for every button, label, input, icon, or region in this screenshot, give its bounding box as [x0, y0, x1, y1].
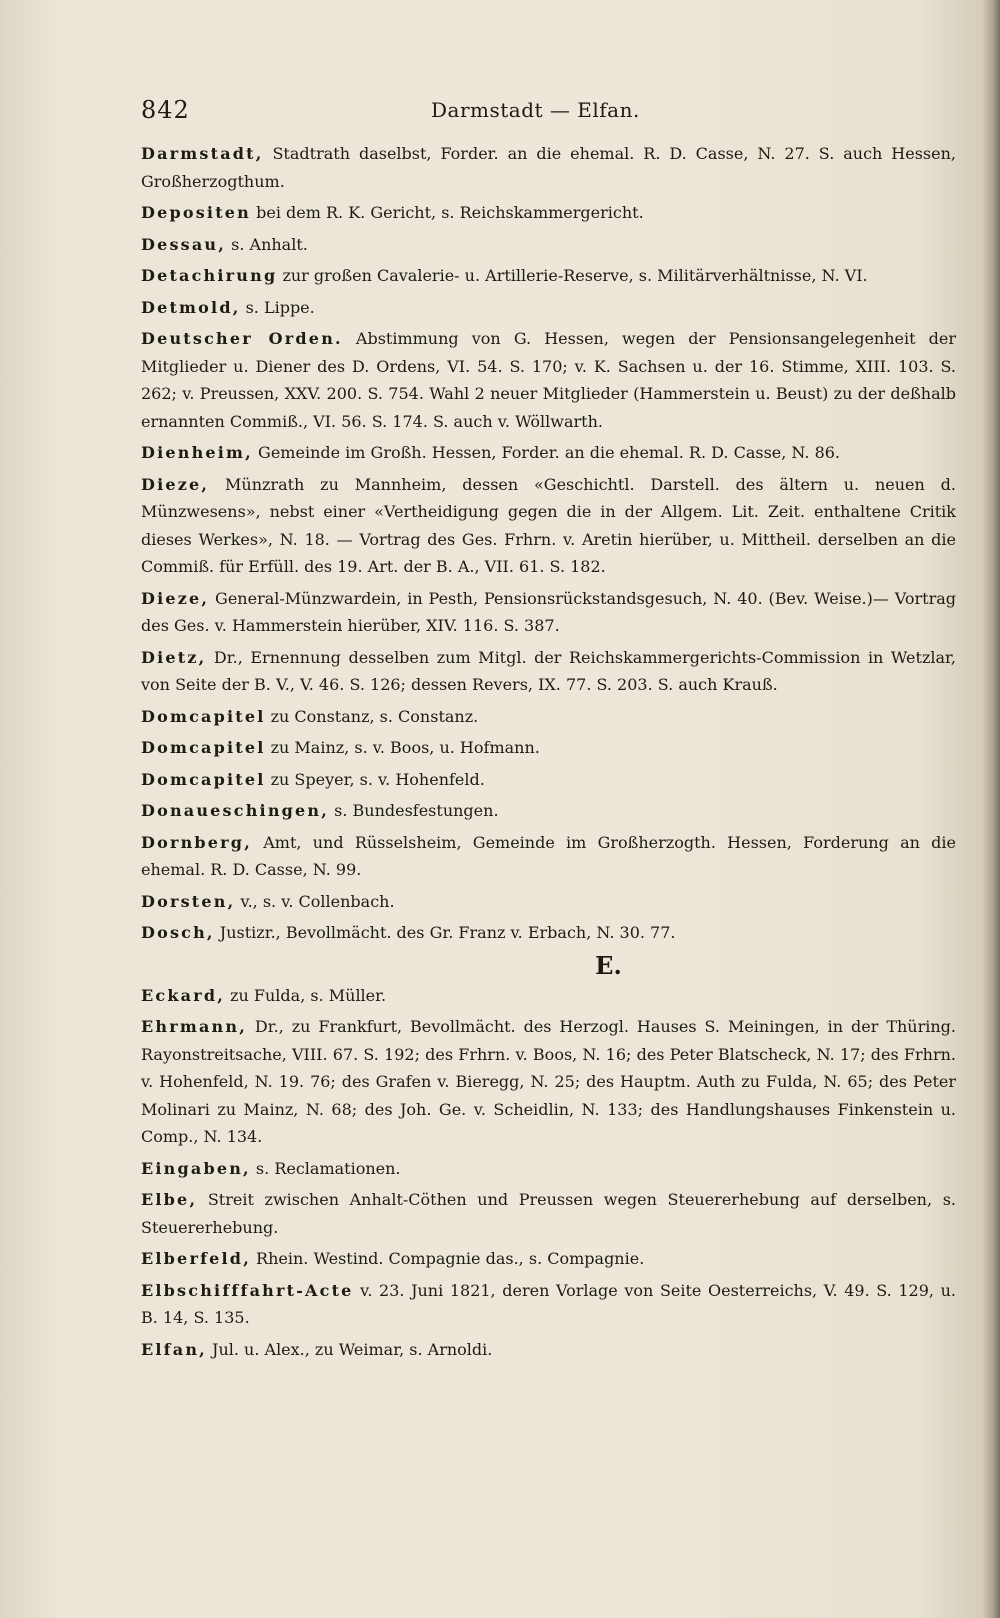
entry-heading: Dieze, — [141, 588, 210, 608]
page-header — [141, 92, 961, 132]
entry-heading: Dornberg, — [141, 832, 252, 852]
index-entry — [141, 1013, 956, 1151]
entry-heading: Elbe, — [141, 1190, 198, 1209]
entry-heading: Domcapitel — [141, 738, 266, 757]
entry-heading: Dessau, — [141, 234, 227, 254]
entry-heading: Detachirung — [141, 266, 278, 285]
index-entry — [141, 1186, 956, 1241]
entry-heading: Darmstadt, — [141, 144, 264, 163]
index-entry — [141, 829, 956, 884]
page-edge-shadow — [982, 0, 1000, 1618]
index-entry — [141, 199, 956, 227]
page-number: 842 — [141, 96, 190, 124]
entry-text: zur großen Cavalerie- u. Artillerie-Reserve, s. Militärverhältnisse, N. VI. — [277, 266, 868, 285]
entry-heading: Dietz, — [141, 647, 207, 667]
entry-heading: Domcapitel — [141, 706, 266, 726]
index-entry — [141, 1277, 956, 1332]
entry-heading: Elfan, — [141, 1339, 207, 1359]
entry-text: s. Reclamationen. — [250, 1158, 401, 1178]
index-entry — [141, 766, 956, 794]
entry-text: s. Lippe. — [240, 297, 315, 317]
entry-heading: Eingaben, — [141, 1158, 251, 1178]
entry-text: s. Anhalt. — [226, 234, 308, 254]
index-entry — [141, 797, 956, 825]
entry-text: bei dem R. K. Gericht, s. Reichskammergericht. — [251, 203, 644, 222]
index-entry — [141, 919, 956, 947]
index-entry — [141, 1155, 956, 1183]
entry-heading: Eckard, — [141, 985, 225, 1005]
index-entry — [141, 734, 956, 762]
index-entry — [141, 644, 956, 699]
entry-text: Justizr., Bevollmächt. des Gr. Franz v. Erbach, N. 30. 77. — [214, 923, 676, 942]
section-letter: E. — [595, 950, 622, 980]
entry-heading: Elbschifffahrt-Acte — [141, 1280, 354, 1300]
entry-text: s. Bundesfestungen. — [329, 801, 499, 820]
entry-heading: Deutscher Orden. — [141, 329, 343, 348]
entry-text: Rhein. Westind. Compagnie das., s. Compagnie. — [250, 1249, 645, 1268]
entry-heading: Domcapitel — [141, 769, 266, 789]
entry-text: Stadtrath daselbst, Forder. an die ehemal. R. D. Casse, N. 27. S. auch Hessen, Großherzogthum. — [141, 144, 956, 191]
entry-heading: Elberfeld, — [141, 1249, 251, 1268]
entry-text: Gemeinde im Großh. Hessen, Forder. an die ehemal. R. D. Casse, N. 86. — [252, 443, 841, 462]
entry-heading: Donaueschingen, — [141, 801, 330, 820]
index-entry — [141, 888, 956, 916]
index-entry — [141, 982, 956, 1010]
index-entry — [141, 703, 956, 731]
entry-text: v., s. v. Collenbach. — [235, 891, 395, 911]
entry-text: Dr., Ernennung desselben zum Mitgl. der Reichskammergerichts-Commission in Wetzlar, von Seite der B. V., V. 46. S. 126; dessen Revers, IX. 77. S. 203. S. auch Krauß. — [141, 647, 956, 694]
entry-heading: Dosch, — [141, 923, 215, 942]
running-head: Darmstadt — Elfan. — [431, 98, 640, 122]
entry-heading: Dieze, — [141, 474, 210, 494]
index-entry — [141, 294, 956, 322]
entry-text: Amt, und Rüsselsheim, Gemeinde im Großherzogth. Hessen, Forderung an die ehemal. R. D. Casse, N. 99. — [141, 832, 956, 879]
index-entry — [141, 1245, 956, 1273]
entry-text: Dr., zu Frankfurt, Bevollmächt. des Herzogl. Hauses S. Meiningen, in der Thüring. Rayonstreitsache, VIII. 67. S. 192; des Frhrn. v. Boos, N. 16; des Peter Blatscheck, N. 17; des Frhrn. v. Hohenfeld, N. 19. 76; des Grafen v. Bieregg, N. 25; des Hauptm. Auth zu Fulda, N. 65; des Peter Molinari zu Mainz, N. 68; des Joh. Ge. v. Scheidlin, N. 133; des Handlungshauses Finkenstein u. Comp., N. 134. — [141, 1017, 956, 1146]
entry-text: Münzrath zu Mannheim, dessen «Geschichtl. Darstell. des ältern u. neuen d. Münzwesens», nebst einer «Vertheidigung gegen die in der Allgem. Lit. Zeit. enthaltene Critik dieses Werkes», N. 18. — Vortrag des Ges. Frhrn. v. Aretin hierüber, u. Mittheil. derselben an die Commiß. für Erfüll. des 19. Art. der B. A., VII. 61. S. 182. — [141, 474, 956, 576]
entry-text: Abstimmung von G. Hessen, wegen der Pensionsangelegenheit der Mitglieder u. Diener des D. Ordens, VI. 54. S. 170; v. K. Sachsen u. der 16. Stimme, XIII. 103. S. 262; v. Preussen, XXV. 200. S. 754. Wahl 2 neuer Mitglieder (Hammerstein u. Beust) zu der deßhalb ernannten Commiß., VI. 56. S. 174. S. auch v. Wöllwarth. — [141, 329, 956, 431]
index-entry — [141, 325, 956, 435]
entry-heading: Detmold, — [141, 297, 241, 317]
entry-heading: Depositen — [141, 203, 252, 222]
index-entry — [141, 140, 956, 195]
entry-text: zu Constanz, s. Constanz. — [265, 706, 479, 726]
entry-heading: Ehrmann, — [141, 1017, 247, 1036]
index-entry — [141, 439, 956, 467]
index-entry — [141, 471, 956, 581]
entry-text: Streit zwischen Anhalt-Cöthen und Preussen wegen Steuererhebung auf derselben, s. Steuererhebung. — [141, 1190, 956, 1237]
entry-text: zu Speyer, s. v. Hohenfeld. — [265, 769, 485, 789]
entry-text: General-Münzwardein, in Pesth, Pensionsrückstandsgesuch, N. 40. (Bev. Weise.)— Vortrag des Ges. v. Hammerstein hierüber, XIV. 116. S. 387. — [141, 588, 956, 635]
index-entry — [141, 231, 956, 259]
entry-text: zu Mainz, s. v. Boos, u. Hofmann. — [265, 738, 540, 757]
entry-text: v. 23. Juni 1821, deren Vorlage von Seite Oesterreichs, V. 49. S. 129, u. B. 14, S. 135. — [141, 1280, 956, 1327]
index-entry — [141, 262, 956, 290]
index-entry — [141, 1336, 956, 1364]
entry-text: zu Fulda, s. Müller. — [224, 985, 387, 1005]
entry-heading: Dorsten, — [141, 891, 236, 911]
entry-text: Jul. u. Alex., zu Weimar, s. Arnoldi. — [206, 1339, 493, 1359]
entry-heading: Dienheim, — [141, 443, 253, 462]
index-entries — [141, 140, 956, 1367]
index-entry — [141, 585, 956, 640]
